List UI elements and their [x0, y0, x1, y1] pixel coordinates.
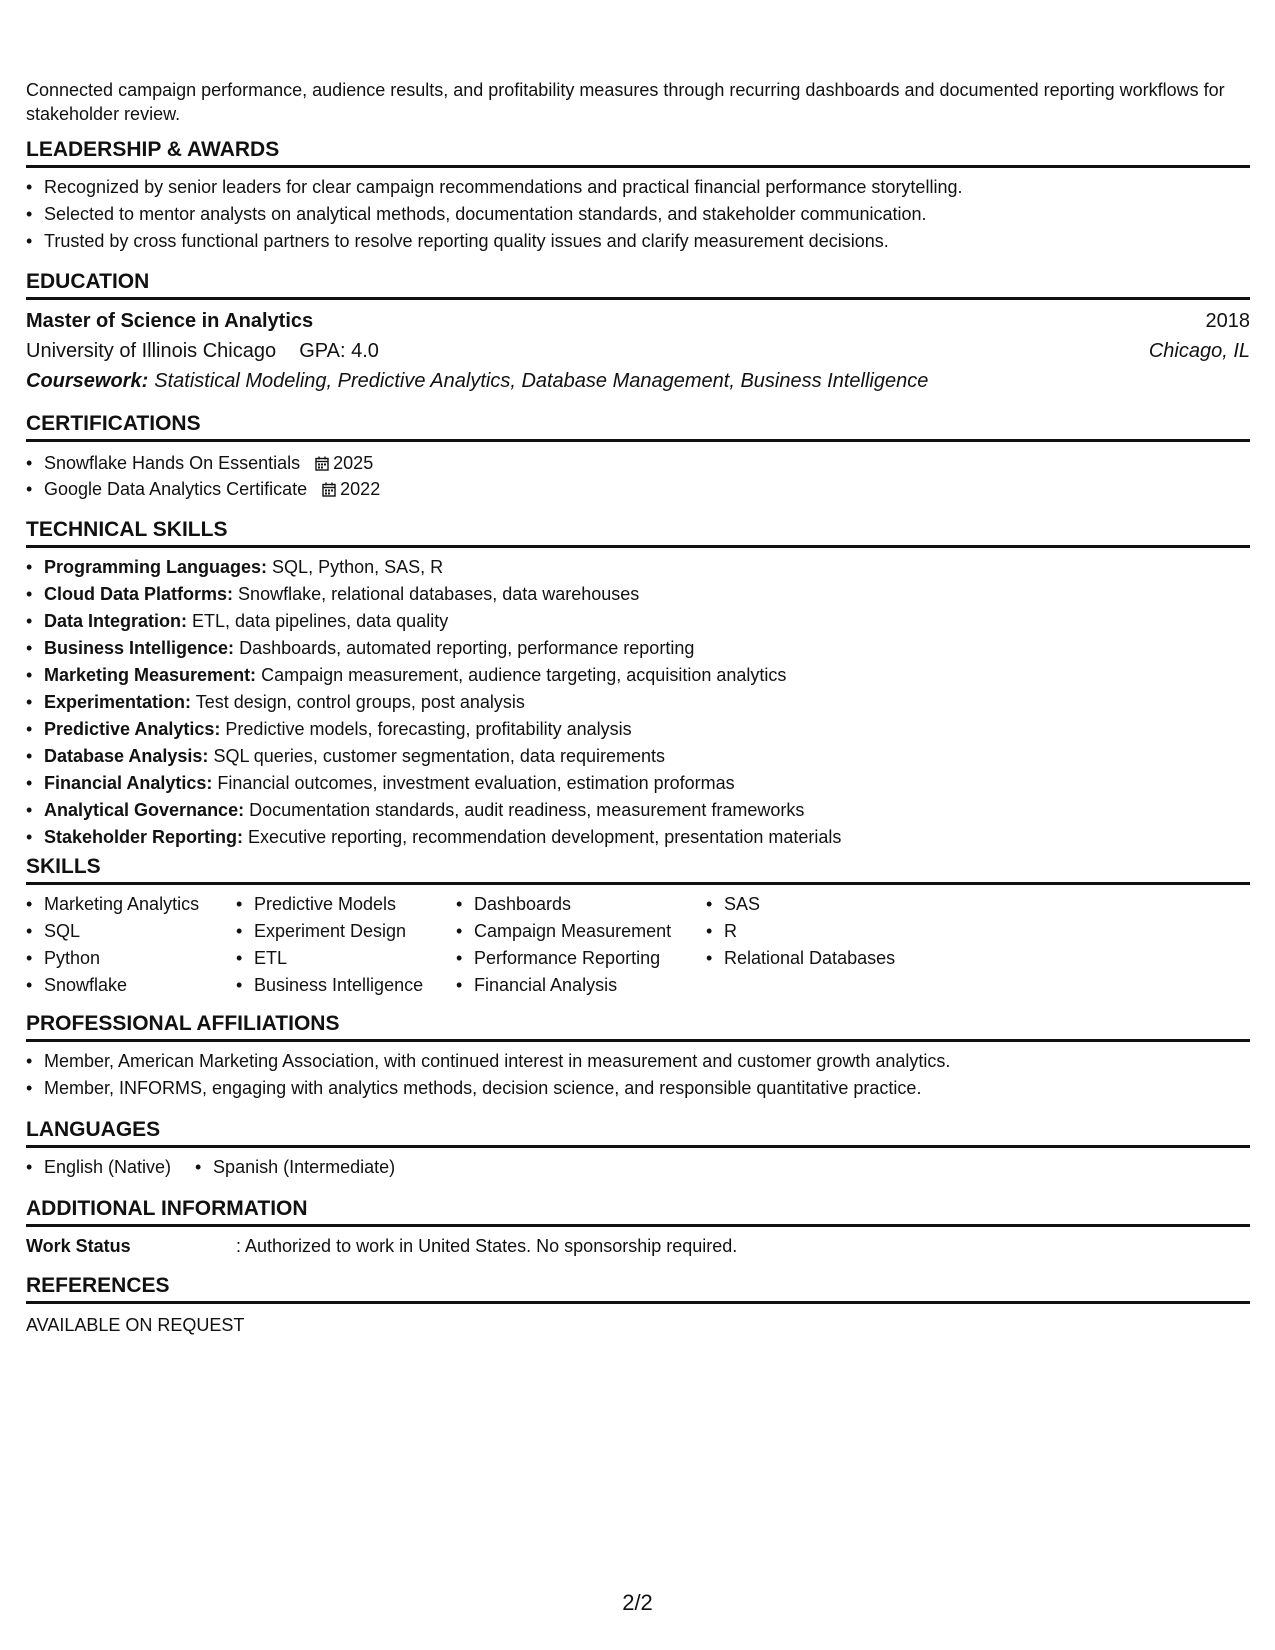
section-title-additional-info: ADDITIONAL INFORMATION	[26, 1196, 1250, 1227]
skill-category: Marketing Measurement:	[44, 665, 257, 685]
list-item: • Relational Databases	[706, 945, 956, 972]
list-item	[26, 797, 1250, 824]
leadership-section	[26, 137, 1250, 255]
list-item: • Member, INFORMS, engaging with analytics methods, decision science, and responsible quantitative practice.	[26, 1075, 1250, 1102]
skills-section	[26, 854, 1250, 999]
leadership-list	[26, 174, 1250, 255]
skill-values: Financial outcomes, investment evaluation, estimation proformas	[217, 773, 735, 793]
school-location: Chicago, IL	[1148, 340, 1250, 362]
section-title-education: EDUCATION	[26, 269, 1250, 300]
technical-skills-list	[26, 554, 1250, 851]
affiliations-list	[26, 1048, 1250, 1102]
work-status-label: Work Status	[26, 1236, 131, 1256]
list-item: • Selected to mentor analysts on analytical methods, documentation standards, and stakeholder communication.	[26, 201, 1250, 228]
list-item	[26, 450, 1250, 476]
education-degree-row	[26, 306, 1250, 336]
list-item: • Financial Analysis	[456, 972, 706, 999]
list-item: • English (Native)	[26, 1154, 171, 1181]
list-item: • ETL	[236, 945, 456, 972]
skill-values: SQL, Python, SAS, R	[272, 557, 444, 577]
page-number: 2/2	[622, 1590, 653, 1615]
section-title-languages: LANGUAGES	[26, 1117, 1250, 1148]
skill-values: ETL, data pipelines, data quality	[192, 611, 449, 631]
skill-category: Financial Analytics:	[44, 773, 213, 793]
list-item: • Campaign Measurement	[456, 918, 706, 945]
languages-list	[26, 1154, 419, 1181]
list-item	[26, 824, 1250, 851]
list-item	[26, 743, 1250, 770]
references-text: AVAILABLE ON REQUEST	[26, 1315, 245, 1335]
section-title-references: REFERENCES	[26, 1273, 1250, 1304]
skill-values: Executive reporting, recommendation development, presentation materials	[248, 827, 842, 847]
calendar-icon	[322, 482, 336, 497]
skill-category: Database Analysis:	[44, 746, 209, 766]
coursework-list: Statistical Modeling, Predictive Analytics, Database Management, Business Intelligence	[154, 370, 929, 392]
list-item	[26, 635, 1250, 662]
work-status-value: : Authorized to work in United States. No sponsorship required.	[236, 1236, 738, 1256]
list-item: • Performance Reporting	[456, 945, 706, 972]
section-title-skills: SKILLS	[26, 854, 1250, 885]
list-item: • Python	[26, 945, 236, 972]
technical-skills-section	[26, 517, 1250, 851]
cert-year: 2025	[333, 453, 374, 473]
graduation-year: 2018	[1205, 310, 1250, 332]
list-item: • Snowflake	[26, 972, 236, 999]
additional-info-section	[26, 1196, 1250, 1260]
gpa: GPA: 4.0	[299, 340, 379, 362]
education-school-row	[26, 336, 1250, 366]
section-title-certifications: CERTIFICATIONS	[26, 411, 1250, 442]
skill-category: Business Intelligence:	[44, 638, 235, 658]
languages-section	[26, 1117, 1250, 1181]
summary-paragraph: Connected campaign performance, audience results, and profitability measures through recurring dashboards and documented reporting workflows for stakeholder review.	[26, 80, 1225, 124]
calendar-icon	[315, 456, 329, 471]
skill-category: Predictive Analytics:	[44, 719, 221, 739]
skill-values: Test design, control groups, post analysis	[195, 692, 525, 712]
cert-name: Snowflake Hands On Essentials	[44, 453, 301, 473]
education-section	[26, 269, 1250, 396]
skill-values: Predictive models, forecasting, profitability analysis	[225, 719, 632, 739]
list-item	[26, 689, 1250, 716]
school-name: University of Illinois Chicago	[26, 340, 277, 362]
cert-year: 2022	[340, 479, 381, 499]
list-item: • Trusted by cross functional partners to resolve reporting quality issues and clarify measurement decisions.	[26, 228, 1250, 255]
skill-category: Stakeholder Reporting:	[44, 827, 244, 847]
degree-name: Master of Science in Analytics	[26, 310, 314, 332]
coursework-label: Coursework:	[26, 370, 149, 392]
list-item: • Business Intelligence	[236, 972, 456, 999]
skills-column	[456, 891, 706, 999]
skills-column	[236, 891, 456, 999]
list-item: • Marketing Analytics	[26, 891, 236, 918]
section-title-technical-skills: TECHNICAL SKILLS	[26, 517, 1250, 548]
list-item	[26, 716, 1250, 743]
list-item	[26, 554, 1250, 581]
list-item	[26, 770, 1250, 797]
list-item: • Recognized by senior leaders for clear campaign recommendations and practical financial performance storytelling.	[26, 174, 1250, 201]
skills-column	[706, 891, 956, 999]
skill-category: Programming Languages:	[44, 557, 268, 577]
skill-values: Snowflake, relational databases, data warehouses	[238, 584, 640, 604]
section-title-affiliations: PROFESSIONAL AFFILIATIONS	[26, 1011, 1250, 1042]
skill-values: Documentation standards, audit readiness, measurement frameworks	[249, 800, 805, 820]
certifications-list	[26, 450, 1250, 502]
skill-category: Experimentation:	[44, 692, 192, 712]
cert-name: Google Data Analytics Certificate	[44, 479, 308, 499]
list-item: • Experiment Design	[236, 918, 456, 945]
section-title-leadership: LEADERSHIP & AWARDS	[26, 137, 1250, 168]
list-item: • Member, American Marketing Association, with continued interest in measurement and customer growth analytics.	[26, 1048, 1250, 1075]
skill-category: Cloud Data Platforms:	[44, 584, 234, 604]
certifications-section	[26, 411, 1250, 502]
coursework-row	[26, 366, 1250, 396]
skill-values: Dashboards, automated reporting, performance reporting	[239, 638, 695, 658]
skill-category: Data Integration:	[44, 611, 188, 631]
list-item	[26, 476, 1250, 502]
references-section	[26, 1273, 1250, 1339]
list-item: • Dashboards	[456, 891, 706, 918]
list-item	[26, 662, 1250, 689]
skills-grid	[26, 891, 1250, 999]
list-item	[26, 608, 1250, 635]
list-item	[26, 581, 1250, 608]
list-item: • R	[706, 918, 956, 945]
list-item: • Predictive Models	[236, 891, 456, 918]
skill-values: SQL queries, customer segmentation, data requirements	[213, 746, 666, 766]
work-status-row	[26, 1233, 1250, 1260]
list-item: • SAS	[706, 891, 956, 918]
list-item: • Spanish (Intermediate)	[195, 1154, 395, 1181]
skill-category: Analytical Governance:	[44, 800, 245, 820]
list-item: • SQL	[26, 918, 236, 945]
skills-column	[26, 891, 236, 999]
affiliations-section	[26, 1011, 1250, 1102]
skill-values: Campaign measurement, audience targeting, acquisition analytics	[261, 665, 787, 685]
